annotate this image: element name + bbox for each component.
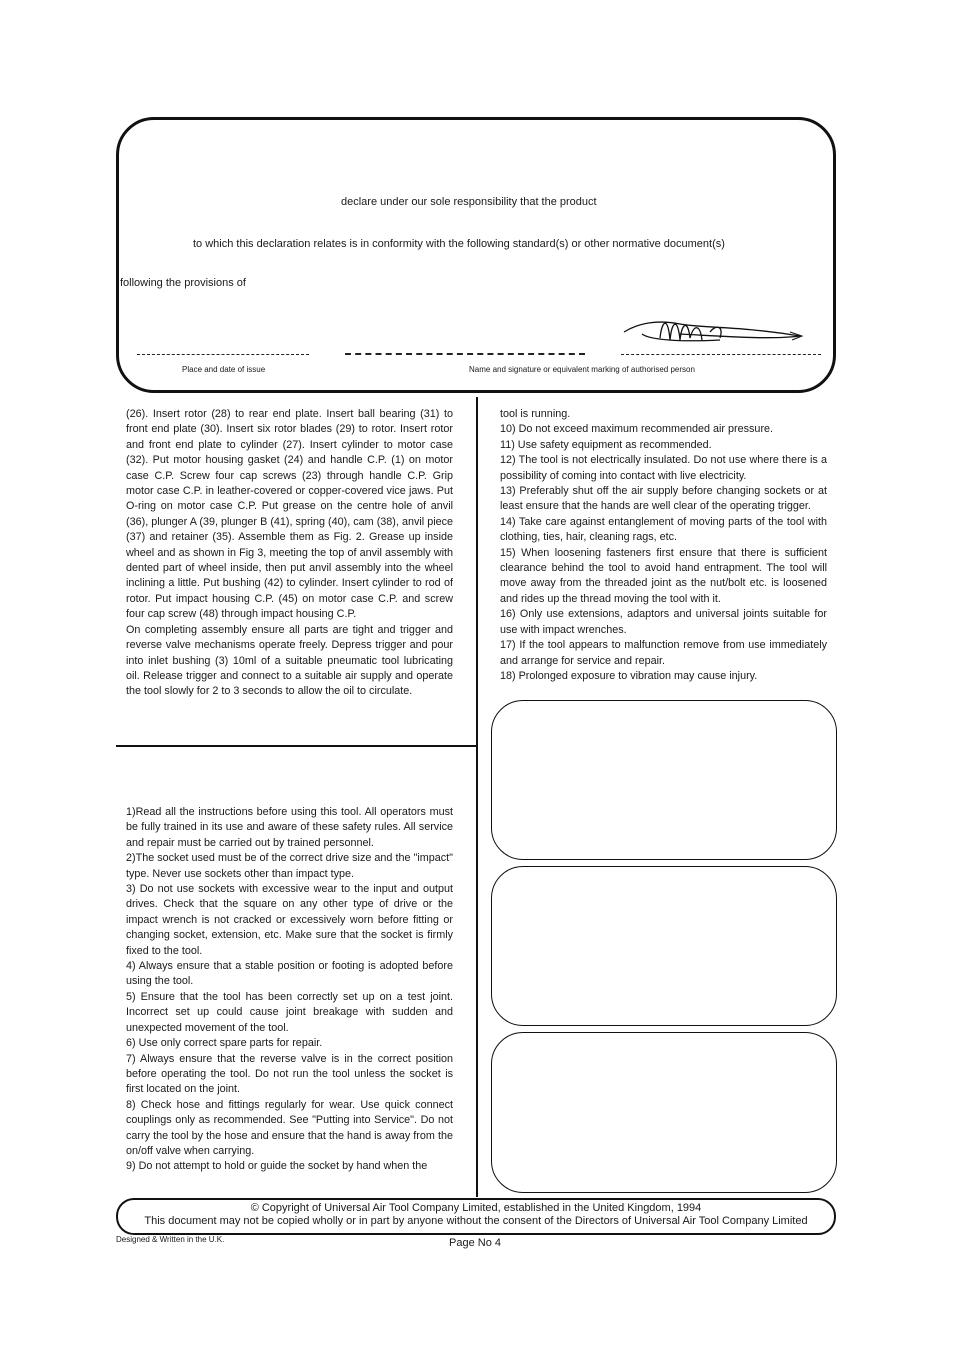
place-date-line: [137, 354, 309, 355]
safety-rule: 17) If the tool appears to malfunction remove from use immediately and arrange for service and repair.: [500, 639, 827, 667]
empty-panel-3: [491, 1032, 837, 1193]
copyright-line: © Copyright of Universal Air Tool Company Limited, established in the United Kingdom, 1994: [250, 1202, 702, 1214]
column-divider: [476, 397, 478, 1197]
empty-panel-1: [491, 700, 837, 860]
declaration-line-1: declare under our sole responsibility that the product: [341, 196, 597, 208]
safety-rule: 9) Do not attempt to hold or guide the socket by hand when the: [126, 1160, 428, 1173]
assembly-paragraph: (26). Insert rotor (28) to rear end plate. Insert ball bearing (31) to front end plate (30). Insert six rotor blades (29) to rotor. Insert rotor and front end plate to cylinder (27). Insert cylinder to motor case (32). Put motor housing gasket (24) and handle C.P. (1) on motor case C.P. Screw four cap screws (23) through handle C.P. Grip motor case C.P. in leather-covered or copper-covered vice jaws. Put O-ring on motor case C.P. Put grease on the centre hole of anvil (36), plunger A (39, plunger B (41), spring (40), cam (38), anvil piece (37) and retainer (35). Assemble them as Fig. 2. Grease up inside wheel and as shown in Fig 3, meeting the top of anvil assembly with dented part of wheel inside, then put anvil assembly into the wheel inclining a little. Put bushing (42) to cylinder. Insert cylinder to rod of rotor. Put impact housing C.P. (45) on motor case C.P. and screw four cap screw (48) through impact housing C.P.: [126, 408, 453, 621]
copyright-notice: This document may not be copied wholly or in part by anyone without the consent of the Directors of Universal Air Tool Company Limited: [144, 1215, 808, 1227]
safety-rule: tool is running.: [500, 408, 571, 420]
place-date-label: Place and date of issue: [182, 365, 266, 374]
section-divider: [116, 745, 476, 747]
declaration-line-3: following the provisions of: [120, 277, 246, 289]
safety-rule: 10) Do not exceed maximum recommended air pressure.: [500, 423, 774, 436]
safety-rule: 16) Only use extensions, adaptors and universal joints suitable for use with impact wrenches.: [500, 608, 827, 636]
signature-label: Name and signature or equivalent marking of authorised person: [469, 365, 695, 374]
safety-rule: 11) Use safety equipment as recommended.: [500, 438, 712, 451]
designed-note: Designed & Written in the U.K.: [116, 1235, 225, 1244]
safety-rule: 13) Preferably shut off the air supply before changing sockets or at least ensure that the hands are well clear of the operating trigger.: [500, 485, 827, 513]
safety-rule: 5) Ensure that the tool has been correctly set up on a test joint. Incorrect set up could cause joint breakage with sudden and unexpected movement of the tool.: [126, 990, 453, 1034]
safety-rule: 14) Take care against entanglement of moving parts of the tool with clothing, ties, hair, cleaning rags, etc.: [500, 515, 827, 544]
name-line: [345, 353, 585, 355]
safety-rule: 1)Read all the instructions before using this tool. All operators must be fully trained in its use and aware of these safety rules. All service and repair must be carried out by trained personnel.: [126, 806, 453, 849]
safety-rule: 3) Do not use sockets with excessive wear to the input and output drives. Check that the square on any other type of drive or the impact wrench is not cracked or excessively worn before fitting or changing socket, extension, etc. Make sure that the socket is firmly fixed to the tool.: [126, 883, 453, 957]
copyright-box: [116, 1198, 836, 1235]
declaration-line-2: to which this declaration relates is in conformity with the following standard(s) or other normative document(s): [193, 238, 725, 250]
safety-rule: 8) Check hose and fittings regularly for wear. Use quick connect couplings only as recommended. See "Putting into Service". Do not carry the tool by the hose and ensure that the hand is away from the on/off valve when carrying.: [126, 1098, 453, 1157]
safety-rules-left: [126, 805, 453, 1175]
safety-rule: 2)The socket used must be of the correct drive size and the "impact" type. Never use sockets other than impact type.: [126, 852, 453, 880]
safety-rule: 7) Always ensure that the reverse valve is in the correct position before operating the tool. Do not run the tool unless the socket is first located on the joint.: [126, 1052, 453, 1096]
assembly-instructions: [126, 407, 453, 700]
safety-rule: 18) Prolonged exposure to vibration may cause injury.: [500, 669, 758, 682]
signature-line: [621, 354, 821, 355]
safety-rule: 12) The tool is not electrically insulated. Do not use where there is a possibility of coming into contact with live electricity.: [500, 454, 827, 482]
safety-rule: 6) Use only correct spare parts for repair.: [126, 1037, 323, 1050]
safety-rules-right: [500, 407, 827, 684]
empty-panel-2: [491, 866, 837, 1026]
page-number: Page No 4: [449, 1237, 501, 1249]
safety-rule: 4) Always ensure that a stable position or footing is adopted before using the tool.: [126, 960, 453, 988]
signature-image: [620, 310, 810, 352]
safety-rule: 15) When loosening fasteners first ensure that there is sufficient clearance behind the tool to avoid hand entrapment. The tool will move away from the threaded joint as the nut/bolt etc. is loosened and rides up the thread moving the tool with it.: [500, 546, 827, 605]
assembly-paragraph: On completing assembly ensure all parts are tight and trigger and reverse valve mechanisms operate freely. Depress trigger and pour into inlet bushing (3) 10ml of a suitable pneumatic tool lubricating oil. Release trigger and connect to a suitable air supply and operate the tool slowly for 2 to 3 seconds to allow the oil to circulate.: [126, 623, 453, 698]
